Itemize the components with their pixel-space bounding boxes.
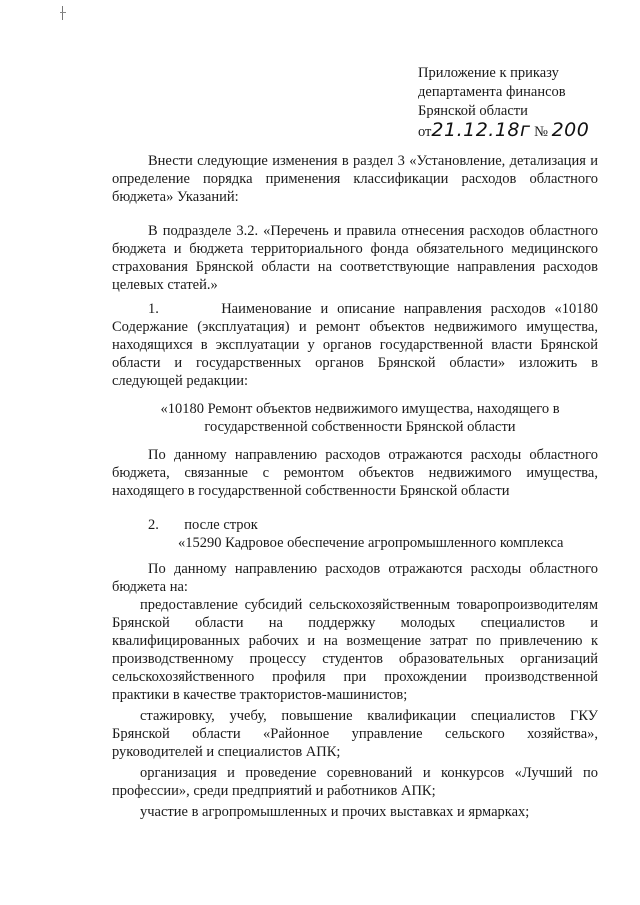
appendix-header: [418, 64, 618, 142]
list-item: организация и проведение соревнований и конкурсов «Лучший по профессии», среди предприятий и работников АПК;: [112, 765, 598, 799]
item-1-paragraph: [112, 300, 598, 390]
new-direction-title: «10180 Ремонт объектов недвижимого имущества, находящего в государственной собственности Брянской области: [160, 401, 560, 435]
item-2-line: [112, 516, 598, 534]
date-prefix: от: [418, 124, 432, 140]
expense-list: [112, 596, 598, 821]
subsection-paragraph: В подразделе 3.2. «Перечень и правила отнесения расходов областного бюджета и бюджета территориального фонда обязательного медицинского страхования Брянской области на соответствующие направления расходов целевых статей.»: [112, 223, 598, 293]
list-item: предоставление субсидий сельскохозяйственным товаропроизводителям Брянской области на поддержку молодых специалистов и квалифицированных рабочих и на возмещение затрат по привлечению к производственному процессу студентов образовательных организаций сельскохозяйственного профиля при прохождении производственной практики в качестве трактористов-машинистов;: [112, 597, 598, 703]
scan-artifact: [62, 6, 65, 20]
direction-intro: По данному направлению расходов отражаются расходы областного бюджета на:: [112, 561, 598, 595]
header-date-line: [418, 121, 618, 142]
header-line-2: департамента финансов: [418, 84, 566, 100]
new-direction-description: По данному направлению расходов отражаются расходы областного бюджета, связанные с ремонтом объектов недвижимого имущества, находящего в государственной собственности Брянской области: [112, 447, 598, 499]
item-1-text: Наименование и описание направления расходов «10180 Содержание (эксплуатация) и ремонт объектов недвижимого имущества, находящихся в эксплуатации у органов государственной власти Брянской области и государственных органов Брянской области» изложить в следующей редакции:: [112, 301, 598, 389]
handwritten-number: 200: [551, 119, 590, 141]
item-2-text: после строк: [184, 517, 258, 533]
number-label: №: [534, 124, 548, 140]
list-item: стажировку, учебу, повышение квалификации специалистов ГКУ Брянской области «Районное управление сельского хозяйства», руководителей и специалистов АПК;: [112, 708, 598, 760]
intro-paragraph: Внести следующие изменения в раздел 3 «Установление, детализация и определение порядка применения классификации расходов областного бюджета» Указаний:: [112, 153, 598, 205]
header-line-1: Приложение к приказу: [418, 65, 559, 81]
header-line-3: Брянской области: [418, 103, 528, 119]
item-2-number: 2.: [148, 517, 159, 533]
item-2-block: [112, 516, 598, 552]
handwritten-date: 21.12.18г: [431, 119, 531, 141]
list-item: участие в агропромышленных и прочих выставках и ярмарках;: [140, 804, 530, 820]
item-2-quote: «15290 Кадровое обеспечение агропромышленного комплекса: [178, 535, 564, 551]
scan-artifact: [60, 12, 66, 13]
item-1-number: 1.: [148, 301, 159, 317]
